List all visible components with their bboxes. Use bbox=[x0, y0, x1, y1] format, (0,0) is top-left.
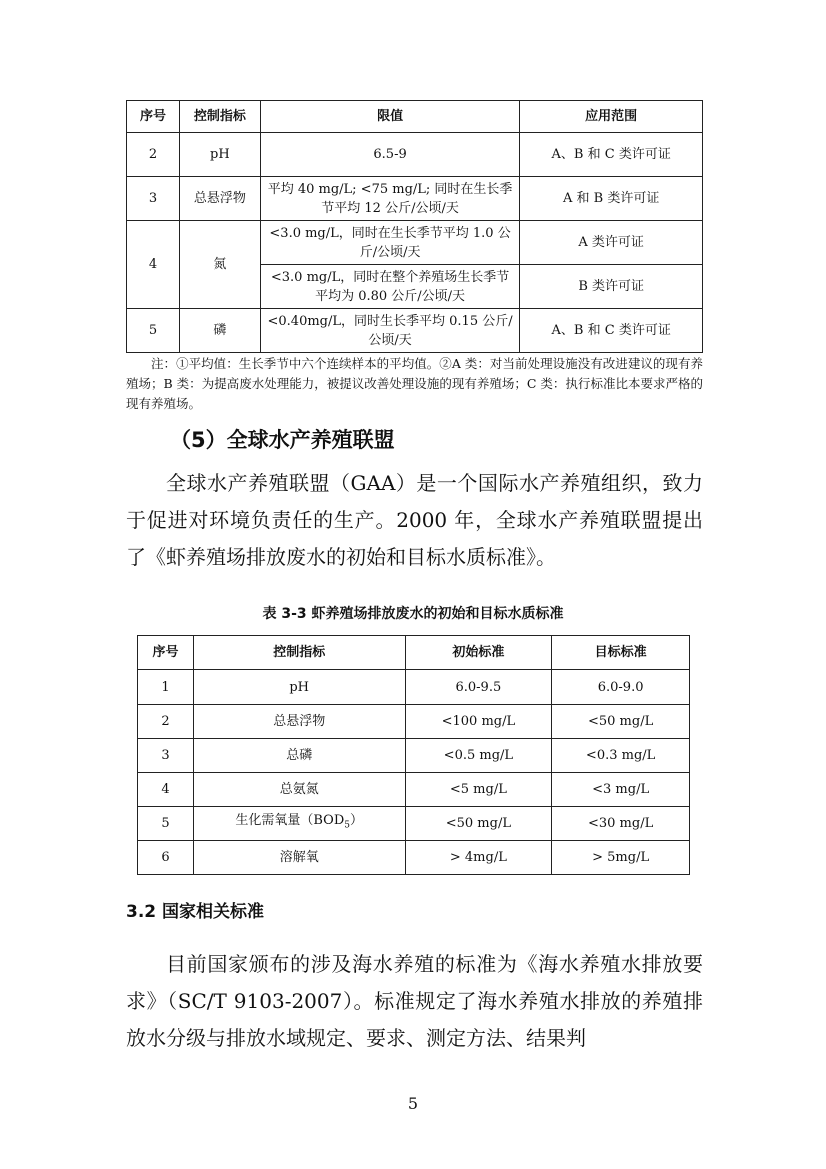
table-row bbox=[127, 133, 703, 177]
cell-no: 3 bbox=[127, 177, 180, 221]
header-indicator: 控制指标 bbox=[179, 101, 260, 133]
cell-initial: <50 mg/L bbox=[405, 807, 552, 841]
cell-indicator bbox=[193, 807, 405, 841]
header-no: 序号 bbox=[127, 101, 180, 133]
cell-no: 1 bbox=[138, 670, 194, 705]
table-row bbox=[138, 739, 690, 773]
header-scope: 应用范围 bbox=[520, 101, 703, 133]
table-row bbox=[138, 773, 690, 807]
page-number: 5 bbox=[407, 1094, 419, 1113]
cell-target: <30 mg/L bbox=[552, 807, 690, 841]
paragraph-national-standard: 目前国家颁布的涉及海水养殖的标准为《海水养殖水排放要求》（SC/T 9103-2007）。标准规定了海水养殖水排放的养殖排放水分级与排放水域规定、要求、测定方法、结果判 bbox=[126, 952, 703, 1050]
header-initial: 初始标准 bbox=[405, 636, 552, 670]
cell-no: 2 bbox=[127, 133, 180, 177]
table-row bbox=[138, 705, 690, 739]
cell-no: 4 bbox=[138, 773, 194, 807]
cell-limit: <3.0 mg/L，同时在生长季节平均 1.0 公斤/公顷/天 bbox=[260, 221, 520, 265]
cell-scope: A 类许可证 bbox=[520, 221, 703, 265]
cell-indicator: 溶解氧 bbox=[193, 841, 405, 875]
cell-indicator: pH bbox=[179, 133, 260, 177]
shrimp-standards-table bbox=[137, 635, 690, 875]
cell-no: 6 bbox=[138, 841, 194, 875]
header-limit: 限值 bbox=[260, 101, 520, 133]
cell-indicator: 总悬浮物 bbox=[193, 705, 405, 739]
table-row bbox=[138, 841, 690, 875]
table-row bbox=[127, 221, 703, 265]
cell-indicator: pH bbox=[193, 670, 405, 705]
cell-limit: <3.0 mg/L，同时在整个养殖场生长季节平均为 0.80 公斤/公顷/天 bbox=[260, 265, 520, 309]
cell-scope: B 类许可证 bbox=[520, 265, 703, 309]
paragraph-gaa: 全球水产养殖联盟（GAA）是一个国际水产养殖组织，致力于促进对环境负责任的生产。2000 年，全球水产养殖联盟提出了《虾养殖场排放废水的初始和目标水质标准》。 bbox=[126, 471, 703, 569]
cell-no: 4 bbox=[127, 221, 180, 309]
cell-limit: <0.40mg/L，同时生长季平均 0.15 公斤/公顷/天 bbox=[260, 309, 520, 353]
cell-limit: 平均 40 mg/L; <75 mg/L; 同时在生长季节平均 12 公斤/公顷/天 bbox=[260, 177, 520, 221]
table-row bbox=[127, 309, 703, 353]
cell-indicator: 总悬浮物 bbox=[179, 177, 260, 221]
cell-initial: > 4mg/L bbox=[405, 841, 552, 875]
cell-indicator: 氮 bbox=[179, 221, 260, 309]
indicator-text: 生化需氧量（BOD bbox=[235, 813, 345, 829]
header-indicator: 控制指标 bbox=[193, 636, 405, 670]
cell-scope: A、B 和 C 类许可证 bbox=[520, 133, 703, 177]
cell-scope: A 和 B 类许可证 bbox=[520, 177, 703, 221]
cell-target: <50 mg/L bbox=[552, 705, 690, 739]
cell-initial: 6.0-9.5 bbox=[405, 670, 552, 705]
table-caption: 表 3-3 虾养殖场排放废水的初始和目标水质标准 bbox=[262, 606, 564, 622]
cell-indicator: 磷 bbox=[179, 309, 260, 353]
cell-indicator: 总氨氮 bbox=[193, 773, 405, 807]
table-row bbox=[127, 177, 703, 221]
cell-no: 5 bbox=[138, 807, 194, 841]
cell-initial: <5 mg/L bbox=[405, 773, 552, 807]
cell-no: 5 bbox=[127, 309, 180, 353]
table-row bbox=[138, 807, 690, 841]
cell-initial: <0.5 mg/L bbox=[405, 739, 552, 773]
table-row bbox=[138, 670, 690, 705]
cell-target: > 5mg/L bbox=[552, 841, 690, 875]
cell-indicator: 总磷 bbox=[193, 739, 405, 773]
section-heading: （5）全球水产养殖联盟 bbox=[170, 428, 395, 452]
heading-3-2: 3.2 国家相关标准 bbox=[126, 902, 265, 922]
table-note: 注：①平均值：生长季节中六个连续样本的平均值。②A 类：对当前处理设施没有改进建议的现有养殖场；B 类：为提高废水处理能力，被提议改善处理设施的现有养殖场；C 类：执行标准比本要求严格的现有养殖场。 bbox=[126, 356, 703, 411]
cell-no: 2 bbox=[138, 705, 194, 739]
wastewater-limits-table bbox=[126, 100, 703, 353]
cell-scope: A、B 和 C 类许可证 bbox=[520, 309, 703, 353]
indicator-subscript: 5 bbox=[344, 820, 350, 831]
cell-initial: <100 mg/L bbox=[405, 705, 552, 739]
header-target: 目标标准 bbox=[552, 636, 690, 670]
cell-target: <0.3 mg/L bbox=[552, 739, 690, 773]
header-no: 序号 bbox=[138, 636, 194, 670]
cell-target: <3 mg/L bbox=[552, 773, 690, 807]
cell-limit: 6.5-9 bbox=[260, 133, 520, 177]
cell-no: 3 bbox=[138, 739, 194, 773]
cell-target: 6.0-9.0 bbox=[552, 670, 690, 705]
indicator-text-end: ） bbox=[350, 813, 364, 829]
